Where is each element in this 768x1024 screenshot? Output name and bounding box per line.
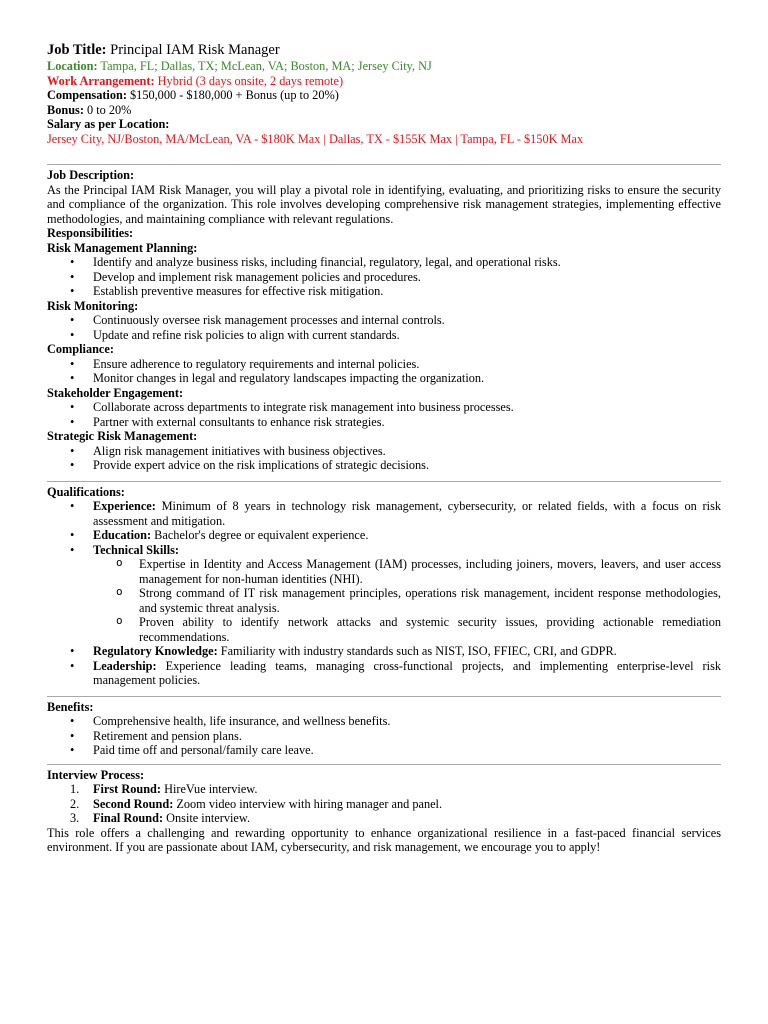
step-label: First Round: [93, 782, 161, 796]
interview-step [47, 811, 721, 826]
step-number: 3. [70, 811, 80, 825]
qualification-label: Regulatory Knowledge: [93, 644, 218, 658]
qualification-text: Bachelor's degree or equivalent experience. [154, 528, 369, 542]
step-label: Final Round: [93, 811, 164, 825]
compensation-label: Compensation: [47, 88, 127, 102]
list-item: o Strong command of IT risk management principles, operations risk management, incident response methodologies, and systemic threat analysis. [93, 586, 721, 615]
qualification-text: Familiarity with industry standards such as NIST, ISO, FFIEC, CRI, and GDPR. [220, 644, 617, 658]
bonus-value: 0 to 20% [87, 102, 132, 117]
closing-paragraph: This role offers a challenging and rewarding opportunity to enhance organizational resilience in a fast-paced financial services environment. If you are passionate about IAM, cybersecurity, and risk management, we encourage you to apply! [47, 825, 721, 854]
list-item: o Proven ability to identify network attacks and systemic security issues, providing actionable remediation recommendations. [93, 615, 721, 644]
list-item: • Partner with external consultants to enhance risk strategies. [47, 415, 721, 430]
resp-group-heading: Stakeholder Engagement: [47, 385, 184, 400]
divider [47, 164, 721, 165]
location-label: Location: [47, 59, 98, 73]
divider [47, 481, 721, 482]
qualification-regulatory [47, 644, 721, 659]
step-text: Onsite interview. [166, 811, 251, 825]
qualification-text: Minimum of 8 years in technology risk management, cybersecurity, or related fields, with a focus on risk assessment and mitigation. [93, 499, 722, 528]
qualification-label: Leadership: [93, 658, 157, 673]
step-text: HireVue interview. [164, 782, 258, 796]
qualification-technical [47, 543, 721, 645]
list-item: • Collaborate across departments to integrate risk management into business processes. [47, 400, 721, 415]
compensation-line [47, 88, 721, 103]
qualification-label: Technical Skills: [93, 542, 179, 557]
job-title-label: Job Title: [47, 42, 107, 58]
qualification-label: Education: [93, 528, 152, 542]
bonus-label: Bonus: [47, 102, 84, 117]
resp-group-heading: Risk Monitoring: [47, 298, 139, 313]
bonus-line [47, 103, 721, 118]
list-item: • Continuously oversee risk management processes and internal controls. [47, 313, 721, 328]
list-item: • Paid time off and personal/family care leave. [47, 743, 721, 758]
qualification-leadership [47, 659, 721, 688]
list-item: • Align risk management initiatives with business objectives. [47, 444, 721, 459]
list-item: o Expertise in Identity and Access Management (IAM) processes, including joiners, movers, leavers, and user access management for non-human identities (NHI). [93, 557, 721, 586]
description-text: As the Principal IAM Risk Manager, you will play a pivotal role in identifying, evaluating, and prioritizing risks to ensure the security and compliance of the organization. This role involves developing comprehensive risk management strategies, implementing effective methodologies, and maintaining compliance with relevant regulations. [47, 182, 721, 226]
list-item: • Comprehensive health, life insurance, and wellness benefits. [47, 714, 721, 729]
resp-group-list [47, 357, 721, 386]
job-title-line [47, 42, 721, 59]
resp-group-list [47, 255, 721, 299]
qualifications-heading: Qualifications: [47, 484, 125, 499]
work-arrangement-label: Work Arrangement: [47, 73, 155, 88]
interview-step [47, 797, 721, 812]
interview-steps [47, 782, 721, 826]
step-label: Second Round: [93, 796, 174, 811]
qualification-label: Experience: [93, 499, 156, 513]
list-item: • Retirement and pension plans. [47, 729, 721, 744]
location-line [47, 59, 721, 74]
list-item: • Establish preventive measures for effective risk mitigation. [47, 284, 721, 299]
compensation-value: $150,000 - $180,000 + Bonus (up to 20%) [130, 88, 339, 102]
description-heading: Job Description: [47, 168, 135, 182]
qualification-education [47, 528, 721, 543]
resp-group-list [47, 400, 721, 429]
technical-skills-list [93, 557, 721, 644]
list-item: • Monitor changes in legal and regulatory landscapes impacting the organization. [47, 371, 721, 386]
qualification-experience [47, 499, 721, 528]
job-posting-document [47, 42, 721, 855]
step-number: 2. [70, 796, 80, 811]
resp-group-heading: Compliance: [47, 342, 114, 356]
divider [47, 764, 721, 765]
benefits-heading: Benefits: [47, 699, 94, 714]
qualifications-list [47, 499, 721, 688]
salary-heading: Salary as per Location: [47, 117, 170, 131]
interview-step [47, 782, 721, 797]
divider [47, 696, 721, 697]
interview-heading: Interview Process: [47, 767, 145, 782]
job-title-value: Principal IAM Risk Manager [110, 42, 280, 58]
resp-group-heading: Risk Management Planning: [47, 240, 198, 255]
responsibilities-heading: Responsibilities: [47, 226, 134, 240]
work-arrangement-value: Hybrid (3 days onsite, 2 days remote) [157, 73, 344, 88]
list-item: • Identify and analyze business risks, including financial, regulatory, legal, and operational risks. [47, 255, 721, 270]
resp-group-list [47, 313, 721, 342]
resp-group-list [47, 444, 721, 473]
list-item: • Update and refine risk policies to align with current standards. [47, 328, 721, 343]
work-arrangement-line [47, 74, 721, 89]
step-number: 1. [70, 782, 80, 796]
location-value: Tampa, FL; Dallas, TX; McLean, VA; Boston, MA; Jersey City, NJ [100, 59, 432, 73]
list-item: • Develop and implement risk management policies and procedures. [47, 270, 721, 285]
benefits-list [47, 714, 721, 758]
resp-group-heading: Strategic Risk Management: [47, 429, 198, 443]
salary-by-location: Jersey City, NJ/Boston, MA/McLean, VA - $180K Max | Dallas, TX - $155K Max | Tampa, FL - $150K Max [47, 131, 584, 146]
qualification-text: Experience leading teams, managing cross-functional projects, and implementing enterprise-level risk management policies. [93, 658, 722, 687]
step-text: Zoom video interview with hiring manager and panel. [176, 796, 443, 811]
list-item: • Ensure adherence to regulatory requirements and internal policies. [47, 357, 721, 372]
list-item: • Provide expert advice on the risk implications of strategic decisions. [47, 458, 721, 473]
